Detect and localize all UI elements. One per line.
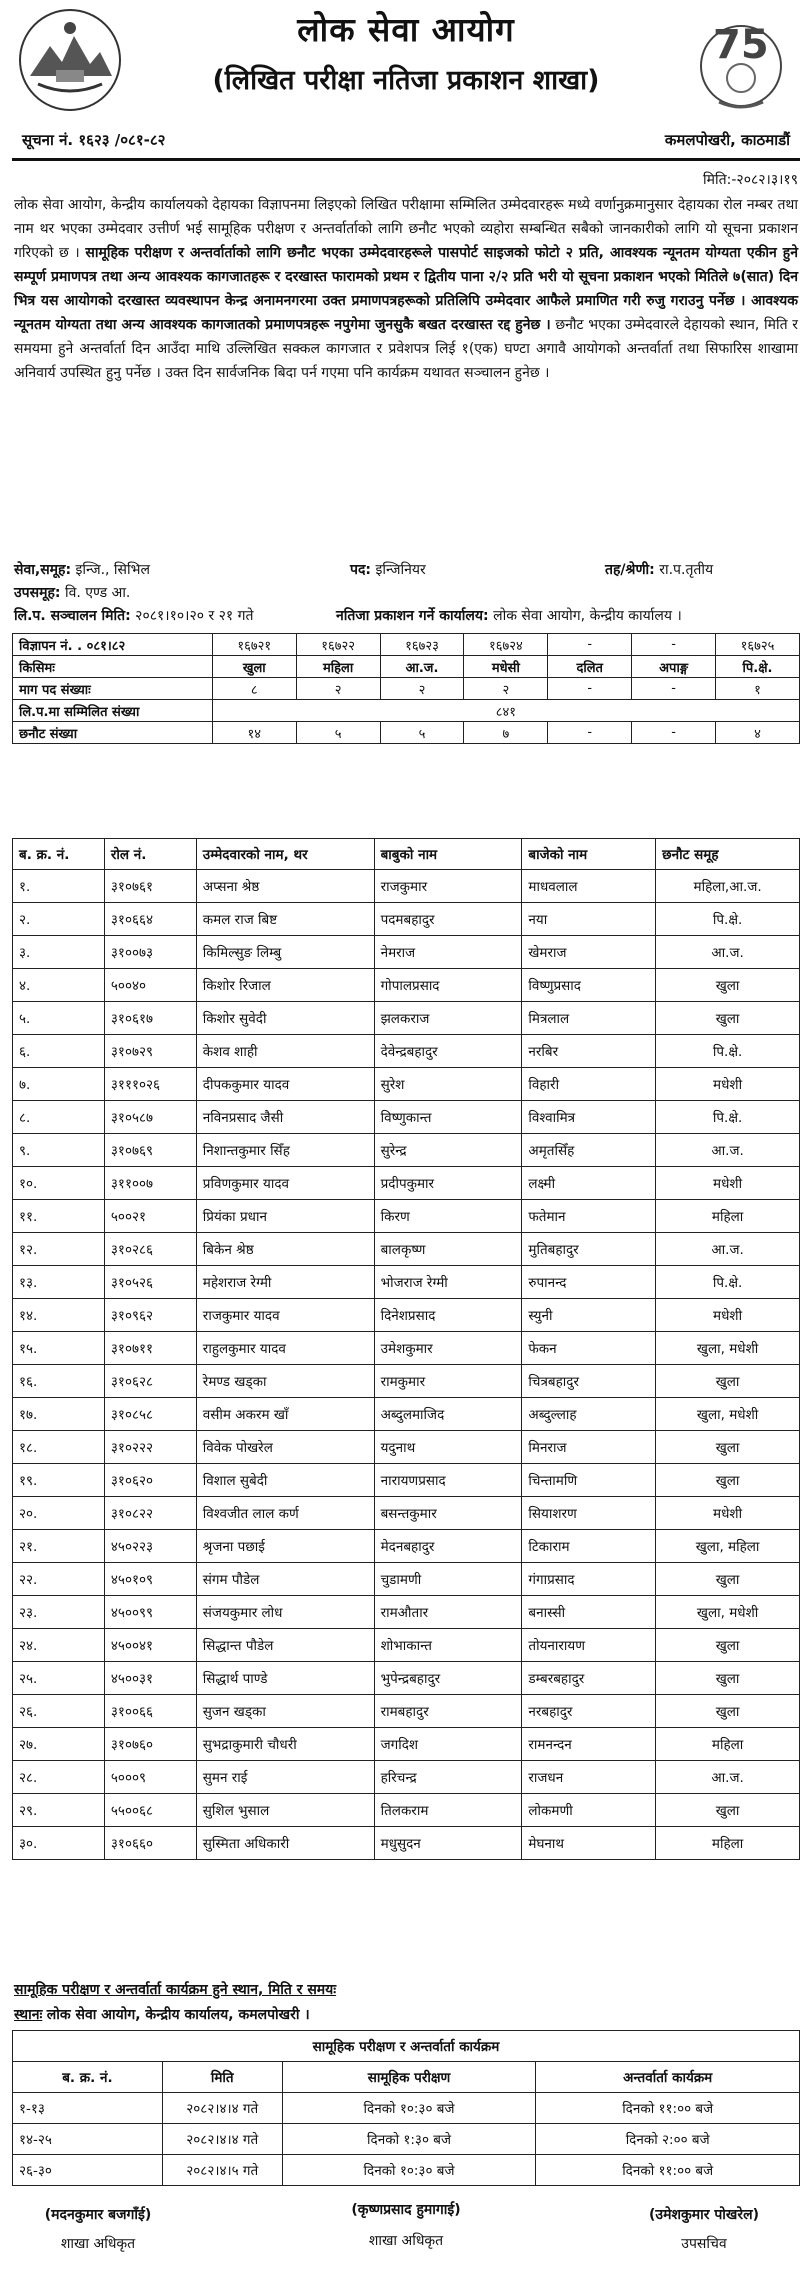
grandfather-name: अब्दुल्लाह [522, 1398, 656, 1431]
father-name: यदुनाथ [374, 1431, 522, 1464]
candidate-name: विशाल सुबेदी [196, 1464, 374, 1497]
candidate-name: सिद्धान्त पौडेल [196, 1629, 374, 1662]
table-row [13, 1200, 800, 1233]
serial-no: १०. [13, 1167, 105, 1200]
table-row [13, 1035, 800, 1068]
roll-no: ३१०९६२ [104, 1299, 196, 1332]
roll-no: ३१०६२८ [104, 1365, 196, 1398]
signature-block: (उमेशकुमार पोखरेल) उपसचिव [649, 2207, 759, 2252]
program-table [12, 2030, 800, 2186]
roll-no: ३१००६६ [104, 1695, 196, 1728]
results-header: ब. क्र. नं. रोल नं. उम्मेदवारको नाम, थर बाबुको नाम बाजेको नाम छनौट समूह [13, 839, 800, 870]
selected-group: आ.ज. [656, 1134, 800, 1167]
signature-block: (कृष्णप्रसाद हुमागाई) शाखा अधिकृत [351, 2202, 461, 2249]
notice-number: सूचना नं. १६२३ /०८१-८२ [22, 131, 166, 149]
candidate-name: सुजन खड्का [196, 1695, 374, 1728]
roll-no: ५५००६८ [104, 1794, 196, 1827]
roll-no: ३१११०२६ [104, 1068, 196, 1101]
father-name: शोभाकान्त [374, 1629, 522, 1662]
serial-no: १५. [13, 1332, 105, 1365]
candidate-name: विवेक पोखरेल [196, 1431, 374, 1464]
father-name: पदमबहादुर [374, 903, 522, 936]
table-row [13, 1728, 800, 1761]
results-table [12, 838, 800, 1860]
roll-no: ३१०६२० [104, 1464, 196, 1497]
program-venue: स्थानः लोक सेवा आयोग, केन्द्रीय कार्यालय, कमलपोखरी । [14, 2007, 310, 2023]
serial-no: २. [13, 903, 105, 936]
grandfather-name: मेघनाथ [522, 1827, 656, 1860]
page-subtitle: (लिखित परीक्षा नतिजा प्रकाशन शाखा) [212, 65, 600, 96]
table-row [13, 903, 800, 936]
grandfather-name: मिनराज [522, 1431, 656, 1464]
father-name: नारायणप्रसाद [374, 1464, 522, 1497]
office-location: कमलपोखरी, काठमाडौं [664, 131, 790, 149]
program-heading: सामूहिक परीक्षण र अन्तर्वार्ता कार्यक्रम हुने स्थान, मिति र समयः [14, 1982, 337, 1998]
serial-no: १४. [13, 1299, 105, 1332]
serial-no: २७. [13, 1728, 105, 1761]
serial-no: ७. [13, 1068, 105, 1101]
candidate-name: श्रृजना पछाई [196, 1530, 374, 1563]
svg-text:75: 75 [713, 22, 769, 68]
candidate-name: सिद्धार्थ पाण्डे [196, 1662, 374, 1695]
grandfather-name: लोकमणी [522, 1794, 656, 1827]
grandfather-name: विहारी [522, 1068, 656, 1101]
selected-group: पि.क्षे. [656, 903, 800, 936]
serial-no: २०. [13, 1497, 105, 1530]
candidate-name: किमिल्सुङ लिम्बु [196, 936, 374, 969]
father-name: हरिचन्द्र [374, 1761, 522, 1794]
candidate-name: प्रविणकुमार यादव [196, 1167, 374, 1200]
table-row [13, 1167, 800, 1200]
father-name: रामऔतार [374, 1596, 522, 1629]
exam-date: लि.प. सञ्चालन मिति: २०८१।१०।२० र २१ गते [14, 608, 254, 624]
grandfather-name: चिन्तामणि [522, 1464, 656, 1497]
roll-no: ३१००७३ [104, 936, 196, 969]
father-name: मधुसुदन [374, 1827, 522, 1860]
publishing-office: नतिजा प्रकाशन गर्ने कार्यालय: लोक सेवा आयोग, केन्द्रीय कार्यालय । [336, 608, 682, 624]
roll-no: ४५००९९ [104, 1596, 196, 1629]
roll-no: ३१०७६१ [104, 870, 196, 903]
roll-no: ३१०७२९ [104, 1035, 196, 1068]
table-row [13, 1464, 800, 1497]
selected-group: मधेशी [656, 1068, 800, 1101]
subgroup: उपसमूह: वि. एण्ड आ. [14, 585, 131, 601]
candidate-name: बिकेन श्रेष्ठ [196, 1233, 374, 1266]
grandfather-name: फतेमान [522, 1200, 656, 1233]
header-divider [12, 158, 800, 161]
grandfather-name: टिकाराम [522, 1530, 656, 1563]
father-name: तिलकराम [374, 1794, 522, 1827]
grandfather-name: विश्वामित्र [522, 1101, 656, 1134]
roll-no: ३१०८२२ [104, 1497, 196, 1530]
roll-no: ३१०६६० [104, 1827, 196, 1860]
table-row [13, 1794, 800, 1827]
serial-no: ६. [13, 1035, 105, 1068]
roll-no: ४५०२२३ [104, 1530, 196, 1563]
selected-group: महिला [656, 1200, 800, 1233]
father-name: उमेशकुमार [374, 1332, 522, 1365]
selected-group: खुला [656, 1695, 800, 1728]
father-name: झलकराज [374, 1002, 522, 1035]
father-name: भुपेन्द्रबहादुर [374, 1662, 522, 1695]
father-name: गोपालप्रसाद [374, 969, 522, 1002]
father-name: नेमराज [374, 936, 522, 969]
candidate-name: सुशिल भुसाल [196, 1794, 374, 1827]
father-name: बालकृष्ण [374, 1233, 522, 1266]
selected-group: खुला [656, 1431, 800, 1464]
program-row: १४-२५ २०८२।४।४ गते दिनको १:३० बजे दिनको २:०० बजे [13, 2124, 800, 2155]
roll-no: ४५०१०९ [104, 1563, 196, 1596]
grandfather-name: बनास्सी [522, 1596, 656, 1629]
roll-no: ३१०७६९ [104, 1134, 196, 1167]
father-name: सुरेन्द्र [374, 1134, 522, 1167]
selected-group: मधेशी [656, 1497, 800, 1530]
serial-no: २६. [13, 1695, 105, 1728]
grandfather-name: डम्बरबहादुर [522, 1662, 656, 1695]
serial-no: ११. [13, 1200, 105, 1233]
roll-no: ५००२१ [104, 1200, 196, 1233]
grandfather-name: सियाशरण [522, 1497, 656, 1530]
candidate-name: सुस्मिता अधिकारी [196, 1827, 374, 1860]
serial-no: ९. [13, 1134, 105, 1167]
selected-group: मधेशी [656, 1167, 800, 1200]
selected-group: पि.क्षे. [656, 1266, 800, 1299]
candidate-name: नविनप्रसाद जैसी [196, 1101, 374, 1134]
father-name: राजकुमार [374, 870, 522, 903]
candidate-name: प्रियंका प्रधान [196, 1200, 374, 1233]
grandfather-name: फेकन [522, 1332, 656, 1365]
table-row [13, 1101, 800, 1134]
father-name: रामबहादुर [374, 1695, 522, 1728]
grandfather-name: विष्णुप्रसाद [522, 969, 656, 1002]
serial-no: २२. [13, 1563, 105, 1596]
table-row [13, 1134, 800, 1167]
selected-group: महिला [656, 1827, 800, 1860]
table-row [13, 1002, 800, 1035]
selected-group: खुला [656, 1662, 800, 1695]
roll-no: ५०००९ [104, 1761, 196, 1794]
roll-no: ३१०७६० [104, 1728, 196, 1761]
candidate-name: सुमन राई [196, 1761, 374, 1794]
roll-no: ३१०७११ [104, 1332, 196, 1365]
father-name: मेदनबहादुर [374, 1530, 522, 1563]
program-row: १-१३ २०८२।४।४ गते दिनको १०:३० बजे दिनको ११:०० बजे [13, 2093, 800, 2124]
selected-group: खुला [656, 1629, 800, 1662]
roll-no: ४५००४१ [104, 1629, 196, 1662]
candidate-name: कमल राज बिष्ट [196, 903, 374, 936]
roll-no: ३१०८५८ [104, 1398, 196, 1431]
serial-no: ५. [13, 1002, 105, 1035]
grandfather-name: माधवलाल [522, 870, 656, 903]
program-row: २६-३० २०८२।४।५ गते दिनको १०:३० बजे दिनको ११:०० बजे [13, 2155, 800, 2186]
grandfather-name: मित्रलाल [522, 1002, 656, 1035]
serial-no: २८. [13, 1761, 105, 1794]
signature-block: (मदनकुमार बजगाँई) शाखा अधिकृत [44, 2207, 152, 2252]
selected-group: खुला [656, 1563, 800, 1596]
table-row [13, 1530, 800, 1563]
roll-no: ३१०५२६ [104, 1266, 196, 1299]
selected-group: पि.क्षे. [656, 1035, 800, 1068]
table-row [13, 1761, 800, 1794]
selected-group: खुला, मधेशी [656, 1398, 800, 1431]
type-row: किसिमः खुला महिला आ.ज. मधेसी दलित अपाङ्ग पि.क्षे. [13, 656, 800, 678]
notice-paragraph: लोक सेवा आयोग, केन्द्रीय कार्यालयको देहायका विज्ञापनमा लिइएको लिखित परीक्षामा सम्मिलित उम्मेदवारहरू मध्ये वर्णानुक्रमानुसार देहायका रोल नम्बर तथा नाम थर भएका उम्मेदवार उत्तीर्ण भई सामूहिक परीक्षण र अन्तर्वार्ताको लागि छनौट भएको व्यहोरा सम्बन्धित सबैको जानकारीको लागि यो सूचना प्रकाशन गरिएको छ । सामूहिक परीक्षण र अन्तर्वार्ताको लागि छनौट भएका उम्मेदवारहरूले पासपोर्ट साइजको फोटो २ प्रति, आवश्यक न्यूनतम योग्यता एकीन हुने सम्पूर्ण प्रमाणपत्र तथा अन्य आवश्यक कागजातहरू र दरखास्त फारामको प्रथम र द्वितीय पाना २/२ प्रति भरी यो सूचना प्रकाशन भएको मितिले ७(सात) दिन भित्र यस आयोगको दरखास्त व्यवस्थापन केन्द्र अनामनगरमा उक्त प्रमाणपत्रहरूको प्रतिलिपि उम्मेदवार आफैले प्रमाणित गरी रुजु गराउनु पर्नेछ । आवश्यक न्यूनतम योग्यता तथा अन्य आवश्यक कागजातको प्रमाणपत्रहरू नपुगेमा जुनसुकै बखत दरखास्त रद्द हुनेछ । छनौट भएका उम्मेदवारले देहायको स्थान, मिति र समयमा हुने अन्तर्वार्ता दिन आउँदा माथि उल्लिखित सक्कल कागजात र प्रवेशपत्र लिई १(एक) घण्टा अगावै आयोगको अन्तर्वार्ता तथा सिफारिस शाखामा अनिवार्य उपस्थित हुनु पर्नेछ । उक्त दिन सार्वजनिक बिदा पर्न गएमा पनि कार्यक्रम यथावत सञ्चालन हुनेछ । [14, 197, 799, 381]
selected-group: खुला [656, 1002, 800, 1035]
grandfather-name: नया [522, 903, 656, 936]
notice-date: मिति:-२०८२।३।१९ [703, 172, 798, 188]
table-row [13, 1068, 800, 1101]
summary-table [12, 633, 800, 744]
candidate-name: अप्सना श्रेष्ठ [196, 870, 374, 903]
roll-no: ४५००३१ [104, 1662, 196, 1695]
candidate-name: राजकुमार यादव [196, 1299, 374, 1332]
table-row [13, 1497, 800, 1530]
candidate-name: विश्वजीत लाल कर्ण [196, 1497, 374, 1530]
table-row [13, 1827, 800, 1860]
father-name: चुडामणी [374, 1563, 522, 1596]
selected-group: खुला [656, 1464, 800, 1497]
selected-group: पि.क्षे. [656, 1101, 800, 1134]
grandfather-name: चित्रबहादुर [522, 1365, 656, 1398]
candidate-name: किशोर रिजाल [196, 969, 374, 1002]
table-row [13, 936, 800, 969]
table-row [13, 1563, 800, 1596]
father-name: किरण [374, 1200, 522, 1233]
grandfather-name: नरबहादुर [522, 1695, 656, 1728]
serial-no: १. [13, 870, 105, 903]
table-row [13, 1662, 800, 1695]
selected-row: छनौट संख्या १४ ५ ५ ७ - - ४ [13, 722, 800, 744]
selected-group: मधेशी [656, 1299, 800, 1332]
candidate-name: निशान्तकुमार सिँह [196, 1134, 374, 1167]
table-row [13, 1431, 800, 1464]
table-row [13, 1299, 800, 1332]
grandfather-name: अमृतसिँह [522, 1134, 656, 1167]
selected-group: महिला [656, 1728, 800, 1761]
selected-group: खुला, मधेशी [656, 1596, 800, 1629]
selected-group: आ.ज. [656, 1761, 800, 1794]
table-row [13, 1398, 800, 1431]
father-name: रामकुमार [374, 1365, 522, 1398]
serial-no: १६. [13, 1365, 105, 1398]
program-table-title: सामूहिक परीक्षण र अन्तर्वार्ता कार्यक्रम [13, 2031, 800, 2062]
post: पद: इन्जिनियर [350, 562, 426, 578]
roll-no: ३१०२२२ [104, 1431, 196, 1464]
candidate-name: संगम पौडेल [196, 1563, 374, 1596]
table-row [13, 1233, 800, 1266]
program-header: ब. क्र. नं. मिति सामूहिक परीक्षण अन्तर्वार्ता कार्यक्रम [13, 2062, 800, 2093]
candidate-name: केशव शाही [196, 1035, 374, 1068]
candidate-name: रेमण्ड खड्का [196, 1365, 374, 1398]
serial-no: ४. [13, 969, 105, 1002]
serial-no: २३. [13, 1596, 105, 1629]
grandfather-name: खेमराज [522, 936, 656, 969]
serial-no: ३०. [13, 1827, 105, 1860]
candidate-name: संजयकुमार लोध [196, 1596, 374, 1629]
selected-group: आ.ज. [656, 1233, 800, 1266]
roll-no: ३१०६६४ [104, 903, 196, 936]
candidate-name: सुभद्राकुमारी चौधरी [196, 1728, 374, 1761]
roll-no: ५००४० [104, 969, 196, 1002]
anniversary-75-logo [685, 6, 793, 114]
table-row [13, 870, 800, 903]
service-group: सेवा,समूह: इन्जि., सिभिल [14, 562, 150, 578]
candidate-name: दीपककुमार यादव [196, 1068, 374, 1101]
father-name: विष्णुकान्त [374, 1101, 522, 1134]
grandfather-name: मुतिबहादुर [522, 1233, 656, 1266]
grandfather-name: रामनन्दन [522, 1728, 656, 1761]
grandfather-name: लक्ष्मी [522, 1167, 656, 1200]
serial-no: १२. [13, 1233, 105, 1266]
posts-row: माग पद संख्याः ८ २ २ २ - - १ [13, 678, 800, 700]
adv-row: विज्ञापन नं. . ०८१।८२ १६७२१ १६७२२ १६७२३ १६७२४ - - १६७२५ [13, 634, 800, 656]
serial-no: २१. [13, 1530, 105, 1563]
roll-no: ३१०२८६ [104, 1233, 196, 1266]
serial-no: ३. [13, 936, 105, 969]
father-name: अब्दुलमाजिद [374, 1398, 522, 1431]
selected-group: खुला [656, 1794, 800, 1827]
father-name: भोजराज रेग्मी [374, 1266, 522, 1299]
selected-group: खुला, मधेशी [656, 1332, 800, 1365]
candidate-name: राहुलकुमार यादव [196, 1332, 374, 1365]
selected-group: खुला [656, 969, 800, 1002]
table-row [13, 1596, 800, 1629]
roll-no: ३१०५८७ [104, 1101, 196, 1134]
serial-no: १३. [13, 1266, 105, 1299]
page-title: लोक सेवा आयोग [297, 10, 515, 49]
serial-no: २४. [13, 1629, 105, 1662]
grandfather-name: गंगाप्रसाद [522, 1563, 656, 1596]
candidate-name: वसीम अकरम खाँ [196, 1398, 374, 1431]
roll-no: ३११००७ [104, 1167, 196, 1200]
grandfather-name: नरबिर [522, 1035, 656, 1068]
father-name: जगदिश [374, 1728, 522, 1761]
candidate-name: महेशराज रेग्मी [196, 1266, 374, 1299]
father-name: देवेन्द्रबहादुर [374, 1035, 522, 1068]
grandfather-name: स्युनी [522, 1299, 656, 1332]
selected-group: आ.ज. [656, 936, 800, 969]
selected-group: महिला,आ.ज. [656, 870, 800, 903]
table-row [13, 1266, 800, 1299]
grandfather-name: रुपानन्द [522, 1266, 656, 1299]
selected-group: खुला [656, 1365, 800, 1398]
selected-group: खुला, महिला [656, 1530, 800, 1563]
father-name: प्रदीपकुमार [374, 1167, 522, 1200]
serial-no: २९. [13, 1794, 105, 1827]
father-name: बसन्तकुमार [374, 1497, 522, 1530]
attended-row: लि.प.मा सम्मिलित संख्या ८४१ [13, 700, 800, 722]
table-row [13, 969, 800, 1002]
father-name: सुरेश [374, 1068, 522, 1101]
level: तह/श्रेणी: रा.प.तृतीय [605, 562, 714, 578]
serial-no: १८. [13, 1431, 105, 1464]
roll-no: ३१०६१७ [104, 1002, 196, 1035]
serial-no: ८. [13, 1101, 105, 1134]
serial-no: १९. [13, 1464, 105, 1497]
table-row [13, 1332, 800, 1365]
father-name: दिनेशप्रसाद [374, 1299, 522, 1332]
table-row [13, 1695, 800, 1728]
candidate-name: किशोर सुवेदी [196, 1002, 374, 1035]
table-row [13, 1629, 800, 1662]
serial-no: २५. [13, 1662, 105, 1695]
serial-no: १७. [13, 1398, 105, 1431]
table-row [13, 1365, 800, 1398]
grandfather-name: तोयनारायण [522, 1629, 656, 1662]
grandfather-name: राजधन [522, 1761, 656, 1794]
